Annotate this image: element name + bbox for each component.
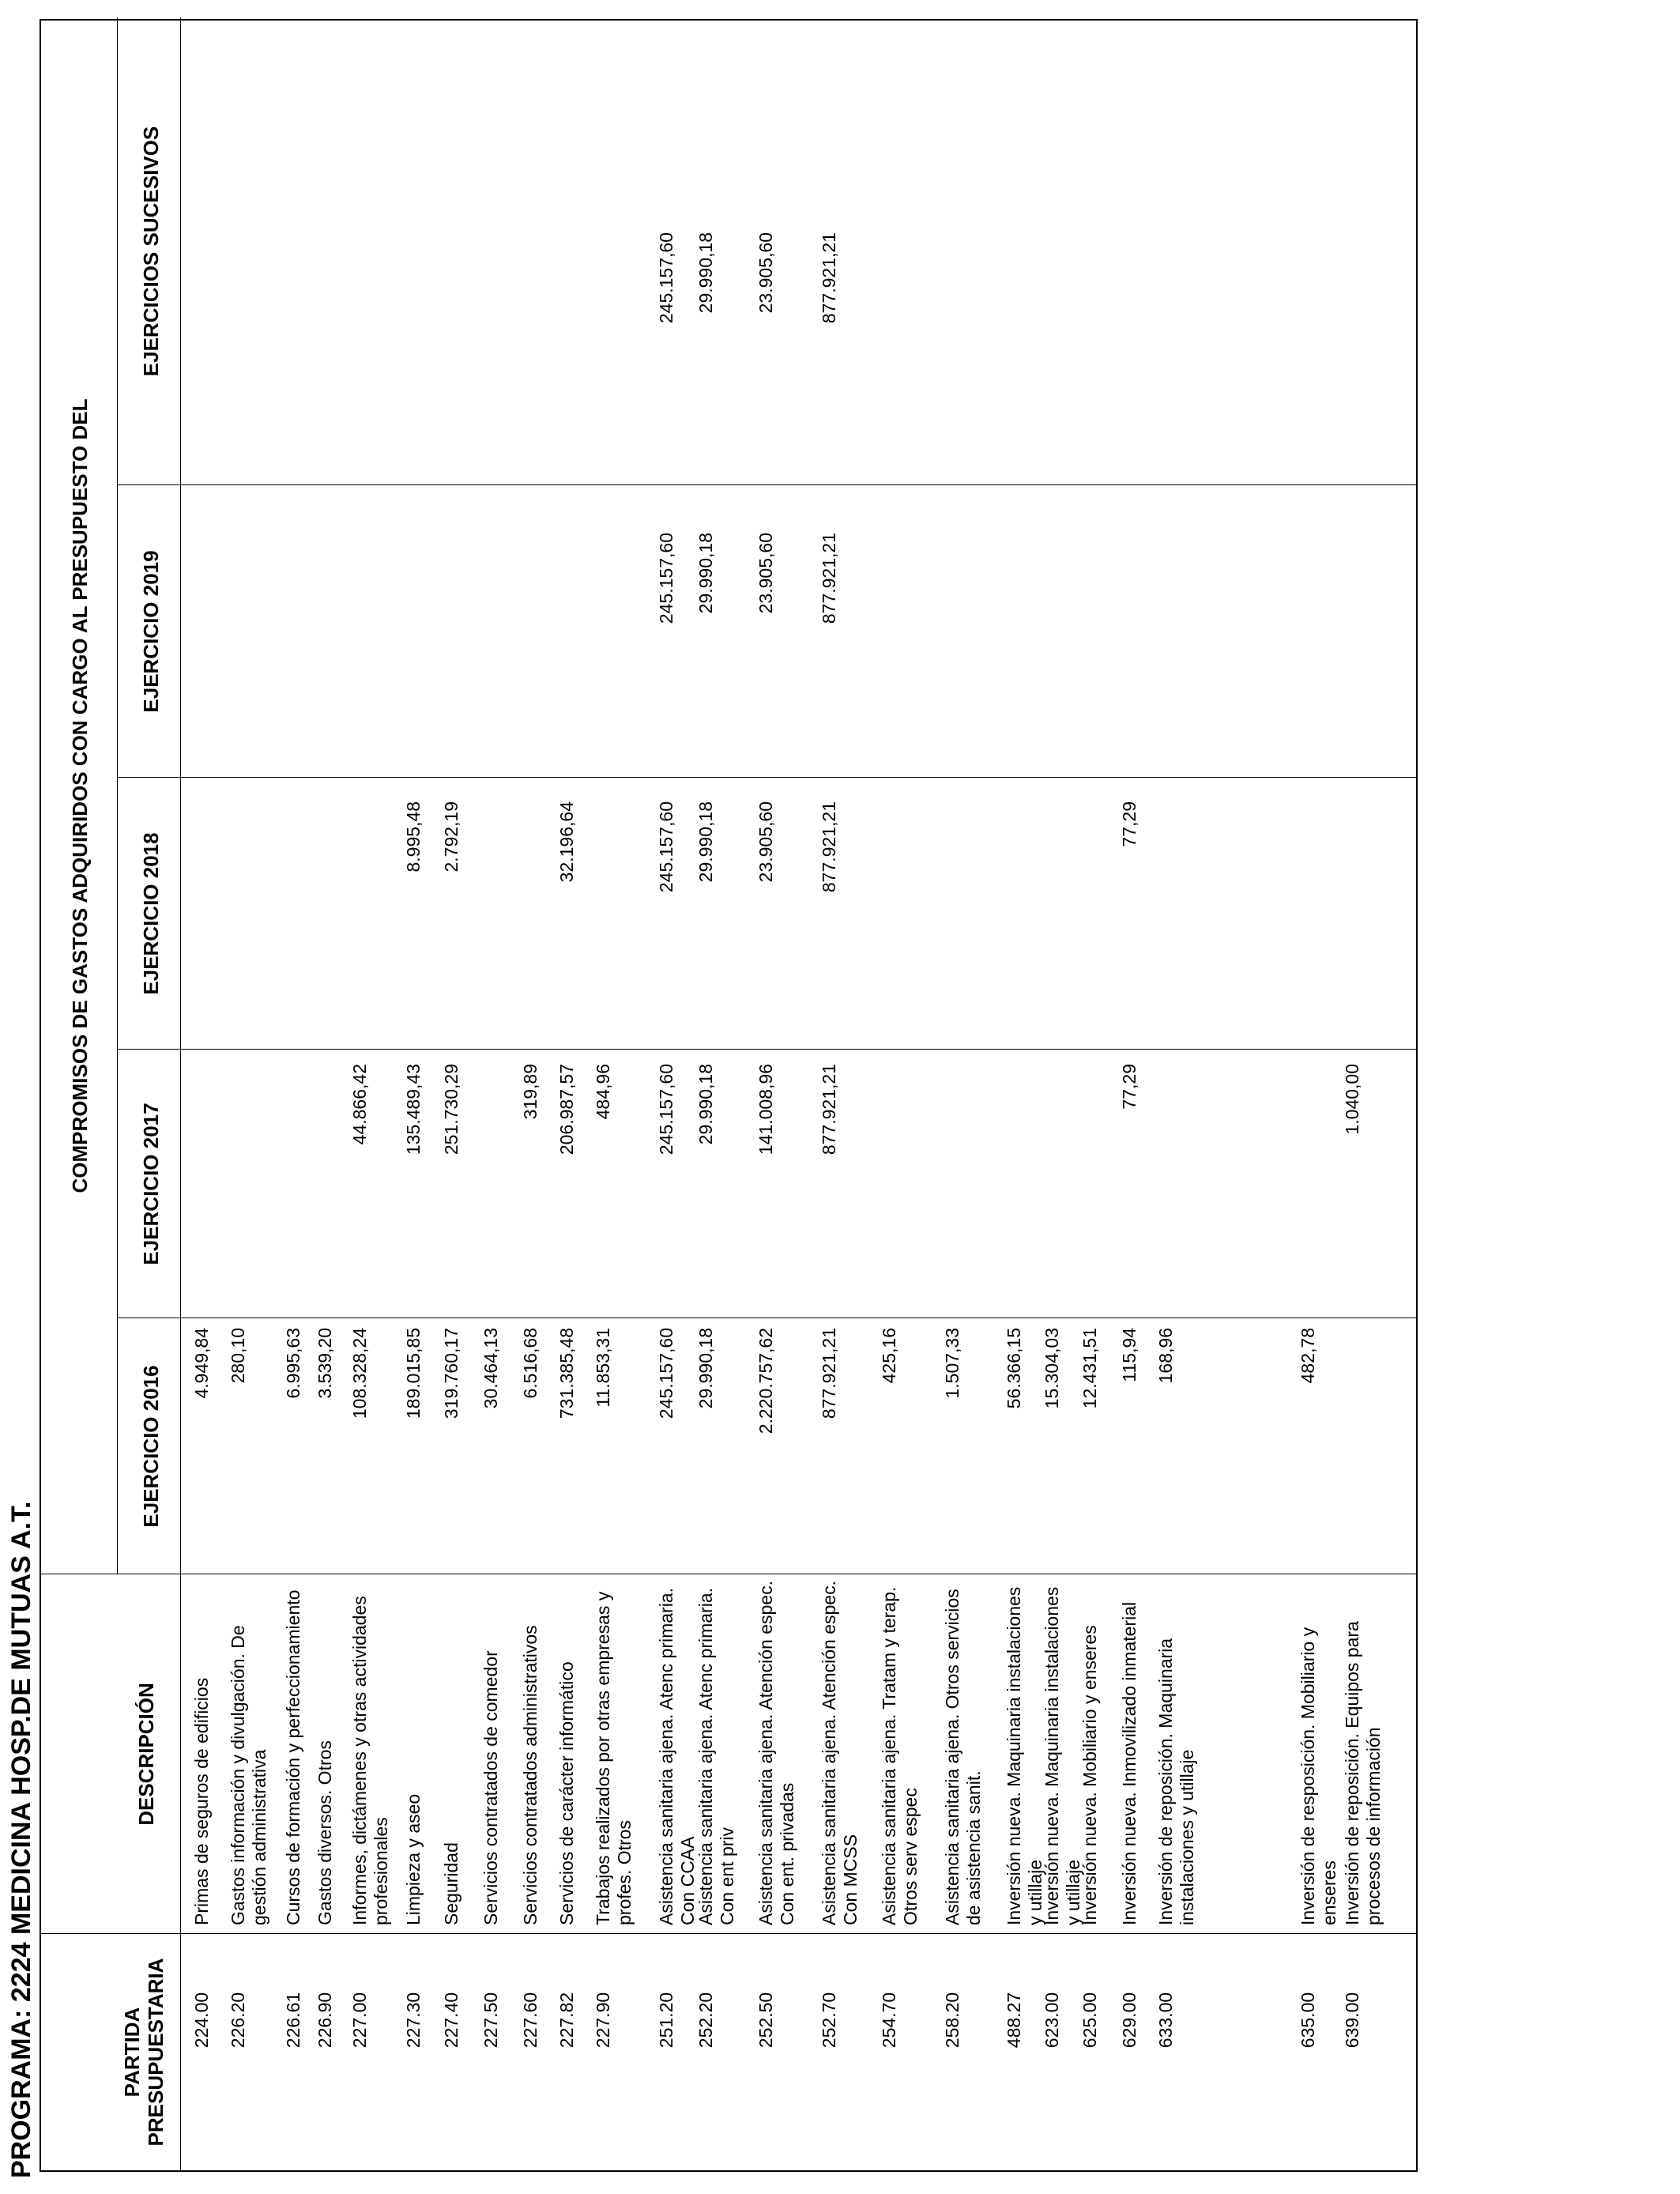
header-partida-line2: PRESUPUESTARIA [144, 1958, 168, 2147]
value-2018: 32.196,64 [556, 801, 577, 883]
descripcion-cell: Gastos diversos. Otros [315, 1740, 335, 1925]
partida-cell: 226.20 [228, 1992, 248, 2049]
value-2018: 77,29 [1119, 801, 1139, 847]
value-2016: 6.516,68 [520, 1328, 541, 1399]
value-2016: 731.385,48 [556, 1328, 577, 1419]
value-2017: 319,89 [520, 1064, 541, 1120]
value-2016: 30.464,13 [480, 1328, 501, 1409]
partida-cell: 633.00 [1155, 1992, 1176, 2049]
value-2016: 29.990,18 [695, 1328, 716, 1409]
divider [117, 484, 1416, 485]
value-2017: 29.990,18 [695, 1064, 716, 1145]
value-2016: 482,78 [1298, 1328, 1318, 1384]
header-ejercicio-2019: EJERCICIO 2019 [139, 550, 163, 713]
divider [117, 1049, 1416, 1050]
descripcion-cell: Gastos información y divulgación. De gestión administrativa [228, 1625, 269, 1925]
descripcion-cell: Asistencia sanitaria ajena. Atenc primaria. Con CCAA [656, 1588, 698, 1925]
descripcion-cell: Primas de seguros de edificios [191, 1677, 212, 1925]
descripcion-cell: Servicios contratados administrativos [520, 1625, 541, 1925]
value-2016: 108.328,24 [349, 1328, 370, 1419]
value-2019: 23.905,60 [755, 533, 776, 614]
value-2016: 245.157,60 [656, 1328, 676, 1419]
header-partida [120, 1934, 168, 2170]
value-2016: 319.760,17 [441, 1328, 461, 1419]
descripcion-cell: Asistencia sanitaria ajena. Atenc primaria. Con ent priv [695, 1588, 737, 1925]
value-2017: 251.730,29 [441, 1064, 461, 1155]
divider [117, 17, 118, 1574]
descripcion-cell: Asistencia sanitaria ajena. Atención espec. Con ent. privadas [755, 1581, 797, 1925]
partida-cell: 258.20 [942, 1992, 962, 2049]
partida-cell: 227.50 [480, 1992, 501, 2049]
header-ejercicios-sucesivos: EJERCICIOS SUCESIVOS [139, 126, 163, 377]
value-2017: 245.157,60 [656, 1064, 676, 1155]
descripcion-cell: Inversión de reposición. Maquinaria instalaciones y utillaje [1155, 1638, 1197, 1925]
header-compromisos: COMPROMISOS DE GASTOS ADQUIRIDOS CON CARGO AL PRESUPUESTO DEL [68, 398, 92, 1193]
header-ejercicio-2018: EJERCICIO 2018 [139, 832, 163, 995]
descripcion-cell: Asistencia sanitaria ajena. Atención espec. Con MCSS [819, 1581, 861, 1925]
value-2017: 484,96 [593, 1064, 613, 1120]
partida-cell: 252.20 [695, 1992, 716, 2049]
partida-cell: 635.00 [1298, 1992, 1318, 2049]
partida-cell: 251.20 [656, 1992, 676, 2049]
descripcion-cell: Inversión de resposición. Mobiliario y enseres [1298, 1627, 1339, 1925]
value-2018: 29.990,18 [695, 801, 716, 883]
partida-cell: 252.70 [819, 1992, 839, 2049]
descripcion-cell: Inversión nueva. Maquinaria instalaciones y utillaje [1042, 1586, 1083, 1925]
value-2017: 141.008,96 [755, 1064, 776, 1155]
value-2016: 168,96 [1155, 1328, 1176, 1384]
partida-cell: 227.40 [441, 1992, 461, 2049]
value-2016: 425,16 [879, 1328, 899, 1384]
value-2016: 189.015,85 [403, 1328, 424, 1419]
partida-cell: 254.70 [879, 1992, 899, 2049]
descripcion-cell: Cursos de formación y perfeccionamiento [283, 1589, 303, 1925]
value-2019: 29.990,18 [695, 533, 716, 614]
value-2017: 206.987,57 [556, 1064, 577, 1155]
value-2018: 8.995,48 [403, 801, 424, 873]
value-2016: 15.304,03 [1042, 1328, 1062, 1409]
value-2016: 6.995,63 [283, 1328, 303, 1399]
value-2019: 877.921,21 [819, 533, 839, 624]
partida-cell: 227.90 [593, 1992, 613, 2049]
partida-cell: 227.00 [349, 1992, 370, 2049]
header-ejercicio-2017: EJERCICIO 2017 [139, 1103, 163, 1265]
partida-cell: 227.82 [556, 1992, 577, 2049]
value-2016: 2.220.757,62 [755, 1328, 776, 1434]
value-2018: 23.905,60 [755, 801, 776, 883]
value-2018: 877.921,21 [819, 801, 839, 893]
value-2017: 135.489,43 [403, 1064, 424, 1155]
descripcion-cell: Servicios contratados de comedor [480, 1650, 501, 1925]
descripcion-cell: Informes, dictámenes y otras actividades profesionales [349, 1596, 391, 1925]
descripcion-cell: Inversión de reposición. Equipos para procesos de información [1342, 1621, 1384, 1925]
partida-cell: 226.90 [315, 1992, 335, 2049]
partida-cell: 227.30 [403, 1992, 424, 2049]
descripcion-cell: Limpieza y aseo [403, 1793, 424, 1925]
descripcion-cell: Trabajos realizados por otras empresas y profes. Otros [593, 1591, 635, 1925]
partida-cell: 226.61 [283, 1992, 303, 2049]
partida-cell: 488.27 [1004, 1992, 1024, 2049]
value-2016: 3.539,20 [315, 1328, 335, 1399]
descripcion-cell: Inversión nueva. Mobiliario y enseres [1079, 1625, 1100, 1925]
value-2019: 245.157,60 [656, 533, 676, 624]
value-2016: 115,94 [1119, 1328, 1139, 1382]
descripcion-cell: Seguridad [441, 1842, 461, 1925]
value-2018: 245.157,60 [656, 801, 676, 893]
value-sucesivos: 877.921,21 [819, 232, 839, 324]
commitments-table [40, 19, 1418, 2172]
divider [180, 17, 181, 2170]
value-2016: 56.366,15 [1004, 1328, 1024, 1409]
value-2018: 2.792,19 [441, 801, 461, 873]
descripcion-cell: Asistencia sanitaria ajena. Tratam y terap. Otros serv espec [879, 1586, 921, 1925]
value-sucesivos: 29.990,18 [695, 232, 716, 314]
value-2016: 12.431,51 [1079, 1328, 1100, 1409]
value-2017: 44.866,42 [349, 1064, 370, 1145]
descripcion-cell: Inversión nueva. Inmovilizado inmaterial [1119, 1601, 1139, 1925]
value-sucesivos: 23.905,60 [755, 232, 776, 314]
value-2016: 1.507,33 [942, 1328, 962, 1399]
partida-cell: 623.00 [1042, 1992, 1062, 2049]
value-2016: 280,10 [228, 1328, 248, 1384]
value-2017: 77,29 [1119, 1064, 1139, 1110]
partida-cell: 639.00 [1342, 1992, 1362, 2049]
value-2016: 4.949,84 [191, 1328, 212, 1399]
divider [117, 777, 1416, 778]
descripcion-cell: Servicios de carácter informático [556, 1661, 577, 1925]
header-descripcion: DESCRIPCIÓN [134, 1683, 158, 1826]
partida-cell: 227.60 [520, 1992, 541, 2049]
header-partida-line1: PARTIDA [120, 2007, 144, 2098]
partida-cell: 629.00 [1119, 1992, 1139, 2049]
value-2016: 11.853,31 [593, 1328, 613, 1408]
value-2017: 877.921,21 [819, 1064, 839, 1155]
header-ejercicio-2016: EJERCICIO 2016 [139, 1365, 163, 1528]
value-sucesivos: 245.157,60 [656, 232, 676, 324]
partida-cell: 224.00 [191, 1992, 212, 2049]
partida-cell: 625.00 [1079, 1992, 1100, 2049]
partida-cell: 252.50 [755, 1992, 776, 2049]
divider [41, 1933, 1416, 1934]
value-2016: 877.921,21 [819, 1328, 839, 1419]
program-title: PROGRAMA: 2224 MEDICINA HOSP.DE MUTUAS A.T. [6, 1501, 36, 2178]
descripcion-cell: Inversión nueva. Maquinaria instalaciones y utillaje [1004, 1586, 1045, 1925]
descripcion-cell: Asistencia sanitaria ajena. Otros servicios de asistencia sanit. [942, 1589, 984, 1925]
value-2017: 1.040,00 [1342, 1064, 1362, 1135]
